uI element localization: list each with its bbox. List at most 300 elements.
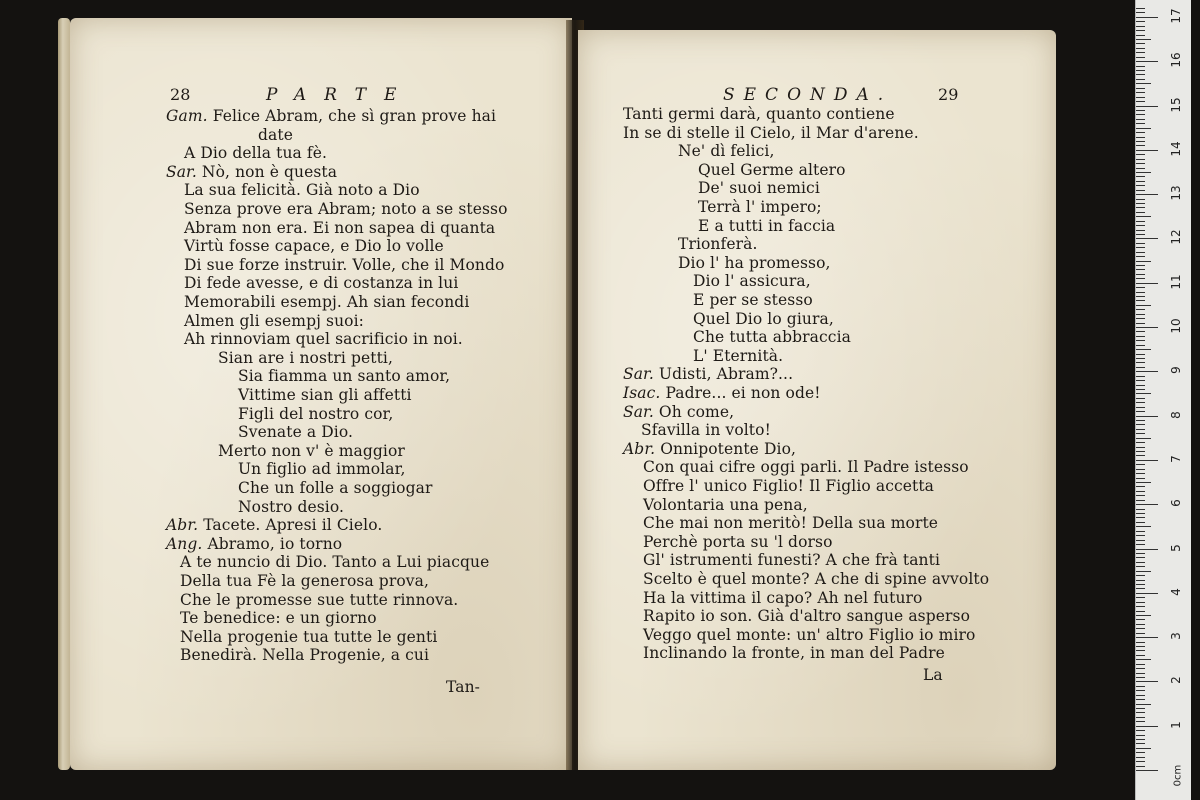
verse-text: A Dio della tua fè. [184,144,328,163]
ruler-tick [1136,230,1145,231]
ruler-tick [1136,61,1158,62]
ruler-tick [1136,30,1145,31]
ruler-tick [1136,278,1145,279]
ruler-tick [1136,221,1145,222]
measuring-ruler [1135,0,1191,800]
verse-text: E per se stesso [693,291,813,309]
ruler-tick [1136,172,1151,173]
ruler-tick [1136,451,1145,452]
left-page-text-line [184,237,444,255]
ruler-tick [1136,21,1145,22]
left-page-text-line [238,367,450,385]
right-page-text-line [643,514,938,532]
verse-text: Trionferà. [678,235,758,254]
verse-text: Memorabili esempj. Ah sian fecondi [184,293,470,311]
verse-text: Virtù fosse capace, e Dio lo volle [184,237,444,256]
ruler-tick [1136,207,1145,208]
ruler-tick [1136,540,1145,541]
right-page-text-line [698,179,820,197]
ruler-tick [1136,748,1151,749]
verse-text: Quel Germe altero [698,160,846,179]
verse-text: Offre l' unico Figlio! Il Figlio accetta [643,477,935,495]
speaker-name: Ang. [166,534,208,553]
ruler-number: 17 [1169,8,1183,24]
verse-text: Abram non era. Ei non sapea di quanta [184,218,496,237]
ruler-tick [1136,602,1145,603]
right-page-text-line [623,105,895,123]
verse-text: Nò, non è questa [201,162,338,181]
ruler-tick [1136,92,1145,93]
speaker-name: Sar. [623,365,659,384]
verse-text: Felice Abram, che sì gran prove hai [212,107,497,125]
ruler-tick [1136,770,1158,771]
verse-text: Ah rinnoviam quel sacrificio in noi. [184,330,463,349]
ruler-tick [1136,35,1145,36]
verse-text: Volontaria una pena, [643,495,808,514]
ruler-tick [1136,549,1158,550]
ruler-tick [1136,292,1145,293]
ruler-tick [1136,331,1145,332]
right-page-text-line [693,347,783,365]
verse-text: Terrà l' impero; [698,198,822,216]
right-page-text-line [693,328,851,346]
ruler-tick [1136,597,1145,598]
speaker-name: Sar. [166,162,202,181]
verse-text: Tacete. Apresi il Cielo. [203,516,383,535]
verse-text: Merto non v' è maggior [218,441,405,460]
ruler-tick [1136,274,1145,275]
ruler-tick [1136,234,1145,235]
left-page [70,18,572,770]
ruler-tick [1136,385,1145,386]
verse-text: Di fede avesse, e di costanza in lui [184,274,459,293]
ruler-tick [1136,336,1145,337]
ruler-tick [1136,238,1158,239]
ruler-number: 1 [1169,720,1183,729]
ruler-tick [1136,168,1145,169]
right-page-text-line [643,607,970,625]
ruler-tick [1136,216,1151,217]
left-page-text-line [184,256,504,274]
ruler-tick [1136,389,1145,390]
ruler-tick [1136,132,1145,133]
ruler-tick [1136,305,1151,306]
ruler-tick [1136,553,1145,554]
right-page-text-line [623,384,821,402]
verse-text: Gl' istrumenti funesti? A che frà tanti [643,551,941,570]
left-page-text-line [184,181,420,199]
ruler-tick [1136,469,1145,470]
ruler-tick [1136,358,1145,359]
left-page-text-line [238,498,344,516]
ruler-number: 6 [1169,499,1183,508]
verse-text: Che mai non meritò! Della sua morte [643,514,939,533]
left-page-text-line [238,423,353,441]
speaker-name: Sar. [623,402,659,421]
ruler-tick [1136,712,1145,713]
ruler-number: 11 [1169,274,1183,290]
ruler-tick [1136,43,1145,44]
ruler-tick [1136,402,1145,403]
ruler-tick [1136,407,1145,408]
left-page-text-line [258,126,293,144]
ruler-tick [1136,650,1145,651]
ruler-tick [1136,380,1145,381]
ruler-tick [1136,673,1145,674]
ruler-tick [1136,557,1145,558]
verse-text: Dio l' assicura, [693,272,811,291]
ruler-tick [1136,695,1145,696]
right-page-text-line [643,570,989,588]
right-page-text-line [693,272,811,290]
ruler-unit-label: 0cm [1172,764,1184,787]
ruler-tick [1136,628,1145,629]
verse-text: Te benedice: e un giorno [180,609,377,628]
ruler-tick [1136,252,1145,253]
speaker-name: Abr. [623,439,661,458]
ruler-tick [1136,106,1158,107]
right-page-text-line [643,496,808,514]
ruler-tick [1136,619,1145,620]
verse-text: Oh come, [658,402,735,421]
ruler-tick [1136,12,1145,13]
ruler-number: 9 [1169,366,1183,375]
ruler-tick [1136,39,1151,40]
ruler-tick [1136,362,1145,363]
ruler-tick [1136,119,1145,120]
ruler-number: 8 [1169,410,1183,419]
left-page-text-line [238,386,412,404]
ruler-tick [1136,535,1145,536]
ruler-tick [1136,473,1145,474]
left-page-text-line [184,293,469,311]
ruler-number: 14 [1169,141,1183,157]
right-catchword: La [923,666,943,684]
ruler-tick [1136,491,1145,492]
ruler-tick [1136,137,1145,138]
ruler-tick [1136,265,1145,266]
right-page-text-line [623,440,796,458]
verse-text: Tanti germi darà, quanto contiene [623,105,895,123]
right-page [578,30,1056,770]
ruler-tick [1136,398,1145,399]
ruler-tick [1136,393,1151,394]
ruler-tick [1136,668,1145,669]
verse-text: In se di stelle il Cielo, il Mar d'arene. [623,123,919,142]
ruler-tick [1136,566,1145,567]
ruler-tick [1136,261,1151,262]
ruler-tick [1136,48,1145,49]
ruler-tick [1136,699,1145,700]
ruler-tick [1136,309,1145,310]
ruler-tick [1136,611,1145,612]
verse-text: Perchè porta su 'l dorso [643,532,833,551]
verse-text: Senza prove era Abram; noto a se stesso [184,200,508,218]
right-page-text-line [698,217,835,235]
left-page-text-line [184,330,463,348]
ruler-tick [1136,354,1145,355]
ruler-number: 15 [1169,96,1183,113]
left-page-text-line [238,460,405,478]
left-page-text-line [238,405,393,423]
ruler-tick [1136,128,1151,129]
verse-text: Abramo, io torno [207,534,343,553]
left-page-number: 28 [170,85,191,104]
ruler-tick [1136,442,1145,443]
ruler-tick [1136,83,1151,84]
left-page-text-line [180,553,489,571]
ruler-tick [1136,97,1145,98]
left-page-text-line [184,200,508,218]
ruler-tick [1136,340,1145,341]
ruler-tick [1136,455,1145,456]
verse-text: Veggo quel monte: un' altro Figlio io miro [643,625,976,644]
verse-text: Che le promesse sue tutte rinnova. [180,590,459,609]
verse-text: Nostro desio. [238,497,345,516]
ruler-tick [1136,531,1145,532]
verse-text: Rapito io son. Già d'altro sangue asperso [643,607,971,626]
ruler-tick [1136,495,1145,496]
ruler-number: 12 [1169,229,1183,246]
ruler-tick [1136,74,1145,75]
ruler-tick [1136,766,1145,767]
left-running-head: PARTE [266,85,415,105]
ruler-tick [1136,522,1145,523]
right-page-text-line [623,124,919,142]
left-page-text-line [166,107,496,125]
ruler-tick [1136,256,1145,257]
verse-text: L' Eternità. [693,346,784,365]
right-page-text-line [623,365,793,383]
ruler-tick [1136,114,1145,115]
left-page-text-line [184,312,364,330]
verse-text: Padre... ei non ode! [665,384,821,402]
ruler-tick [1136,367,1145,368]
ruler-tick [1136,185,1145,186]
ruler-tick [1136,283,1158,284]
verse-text: Sfavilla in volto! [641,421,771,440]
right-page-text-line [643,551,940,569]
ruler-tick [1136,26,1145,27]
verse-text: Ha la vittima il capo? Ah nel futuro [643,588,923,607]
ruler-tick [1136,482,1151,483]
left-page-text-line [238,479,432,497]
ruler-tick [1136,575,1145,576]
verse-text: De' suoi nemici [698,179,820,198]
ruler-tick [1136,433,1145,434]
verse-text: Inclinando la fronte, in man del Padre [643,644,945,663]
right-page-text-line [643,533,833,551]
ruler-tick [1136,743,1145,744]
right-page-text-line [643,458,969,476]
ruler-tick [1136,633,1145,634]
ruler-tick [1136,79,1145,80]
ruler-tick [1136,438,1151,439]
ruler-number: 3 [1169,632,1183,640]
right-page-text-line [693,291,813,309]
ruler-tick [1136,513,1145,514]
ruler-tick [1136,411,1145,412]
ruler-tick [1136,66,1145,67]
ruler-tick [1136,225,1145,226]
ruler-number: 16 [1169,52,1183,68]
left-page-text-line [184,274,458,292]
ruler-tick [1136,163,1145,164]
verse-text: Di sue forze instruir. Volle, che il Mondo [184,255,505,274]
ruler-tick [1136,721,1145,722]
left-page-text-line [218,442,405,460]
ruler-tick [1136,761,1145,762]
verse-text: Sia fiamma un santo amor, [238,367,451,386]
ruler-tick [1136,371,1158,372]
ruler-tick [1136,637,1158,638]
ruler-tick [1136,580,1145,581]
ruler-tick [1136,726,1158,727]
ruler-tick [1136,110,1145,111]
page-edges [58,18,70,770]
ruler-tick [1136,478,1145,479]
ruler-tick [1136,429,1145,430]
verse-text: Sian are i nostri petti, [218,348,393,367]
ruler-tick [1136,150,1158,151]
ruler-tick [1136,664,1145,665]
ruler-tick [1136,460,1158,461]
ruler-tick [1136,526,1151,527]
ruler-tick [1136,424,1145,425]
left-page-text-line [166,163,337,181]
right-page-text-line [698,198,822,216]
ruler-tick [1136,247,1145,248]
right-page-text-line [693,310,834,328]
verse-text: Che un folle a soggiogar [238,479,433,497]
ruler-tick [1136,447,1145,448]
ruler-tick [1136,517,1145,518]
right-page-text-line [698,161,846,179]
ruler-tick [1136,677,1145,678]
right-page-text-line [678,142,775,160]
ruler-tick [1136,141,1145,142]
ruler-tick [1136,203,1145,204]
left-page-text-line [166,516,382,534]
ruler-tick [1136,757,1145,758]
speaker-name: Gam. [166,107,213,125]
ruler-tick [1136,593,1158,594]
verse-text: Ne' dì felici, [678,142,775,161]
ruler-tick [1136,562,1145,563]
left-page-text-line [180,628,437,646]
ruler-tick [1136,486,1145,487]
ruler-number: 5 [1169,543,1183,552]
ruler-tick [1136,739,1145,740]
ruler-tick [1136,323,1145,324]
verse-text: Dio l' ha promesso, [678,253,831,272]
ruler-tick [1136,708,1145,709]
ruler-tick [1136,212,1145,213]
right-page-text-line [641,421,771,439]
ruler-tick [1136,123,1145,124]
left-page-text-line [180,591,458,609]
ruler-tick [1136,690,1145,691]
right-page-text-line [643,644,945,662]
ruler-tick [1136,327,1158,328]
ruler-tick [1136,686,1145,687]
verse-text: Almen gli esempj suoi: [184,311,364,330]
ruler-tick [1136,145,1145,146]
ruler-tick [1136,159,1145,160]
ruler-tick [1136,735,1145,736]
ruler-tick [1136,504,1158,505]
speaker-name: Abr. [166,516,204,535]
ruler-tick [1136,101,1145,102]
verse-text: E a tutti in faccia [698,216,836,235]
ruler-tick [1136,349,1151,350]
verse-text: A te nuncio di Dio. Tanto a Lui piacque [180,553,490,572]
ruler-tick [1136,88,1145,89]
ruler-tick [1136,190,1145,191]
ruler-tick [1136,17,1158,18]
ruler-tick [1136,287,1145,288]
verse-text: Onnipotente Dio, [660,439,797,458]
ruler-tick [1136,730,1145,731]
ruler-number: 13 [1169,185,1183,201]
ruler-tick [1136,376,1145,377]
ruler-tick [1136,509,1145,510]
ruler-tick [1136,606,1145,607]
ruler-tick [1136,500,1145,501]
ruler-tick [1136,659,1151,660]
right-page-text-line [678,235,758,253]
verse-text: Quel Dio lo giura, [693,309,834,328]
left-page-text-line [180,572,429,590]
verse-text: Udisti, Abram?... [658,365,794,384]
ruler-tick [1136,70,1145,71]
left-page-text-line [166,535,342,553]
left-catchword: Tan- [446,678,480,696]
ruler-tick [1136,8,1145,9]
ruler-tick [1136,243,1145,244]
verse-text: Svenate a Dio. [238,423,354,442]
ruler-tick [1136,588,1145,589]
ruler-tick [1136,615,1151,616]
verse-text: Della tua Fè la generosa prova, [180,572,429,590]
right-page-text-line [643,589,922,607]
verse-text: Che tutta abbraccia [693,328,851,347]
ruler-tick [1136,300,1145,301]
left-page-text-line [184,219,495,237]
ruler-tick [1136,194,1158,195]
ruler-tick [1136,199,1145,200]
verse-text: Un figlio ad immolar, [238,460,406,479]
verse-text: La sua felicità. Già noto a Dio [184,181,420,200]
ruler-tick [1136,584,1145,585]
ruler-tick [1136,420,1145,421]
verse-text: Nella progenie tua tutte le genti [180,627,438,646]
ruler-tick [1136,416,1158,417]
left-page-text-line [180,609,377,627]
verse-text: Con quai cifre oggi parli. Il Padre istesso [643,458,969,477]
right-page-text-line [643,477,934,495]
verse-text: Figli del nostro cor, [238,404,394,423]
ruler-tick [1136,176,1145,177]
ruler-tick [1136,681,1158,682]
verse-text: Benedirà. Nella Progenie, a cui [180,646,430,665]
left-page-text-line [184,144,327,162]
right-page-text-line [678,254,831,272]
ruler-tick [1136,345,1145,346]
right-running-head: SECONDA. [723,85,893,105]
ruler-tick [1136,717,1145,718]
speaker-name: Isac. [623,384,666,402]
